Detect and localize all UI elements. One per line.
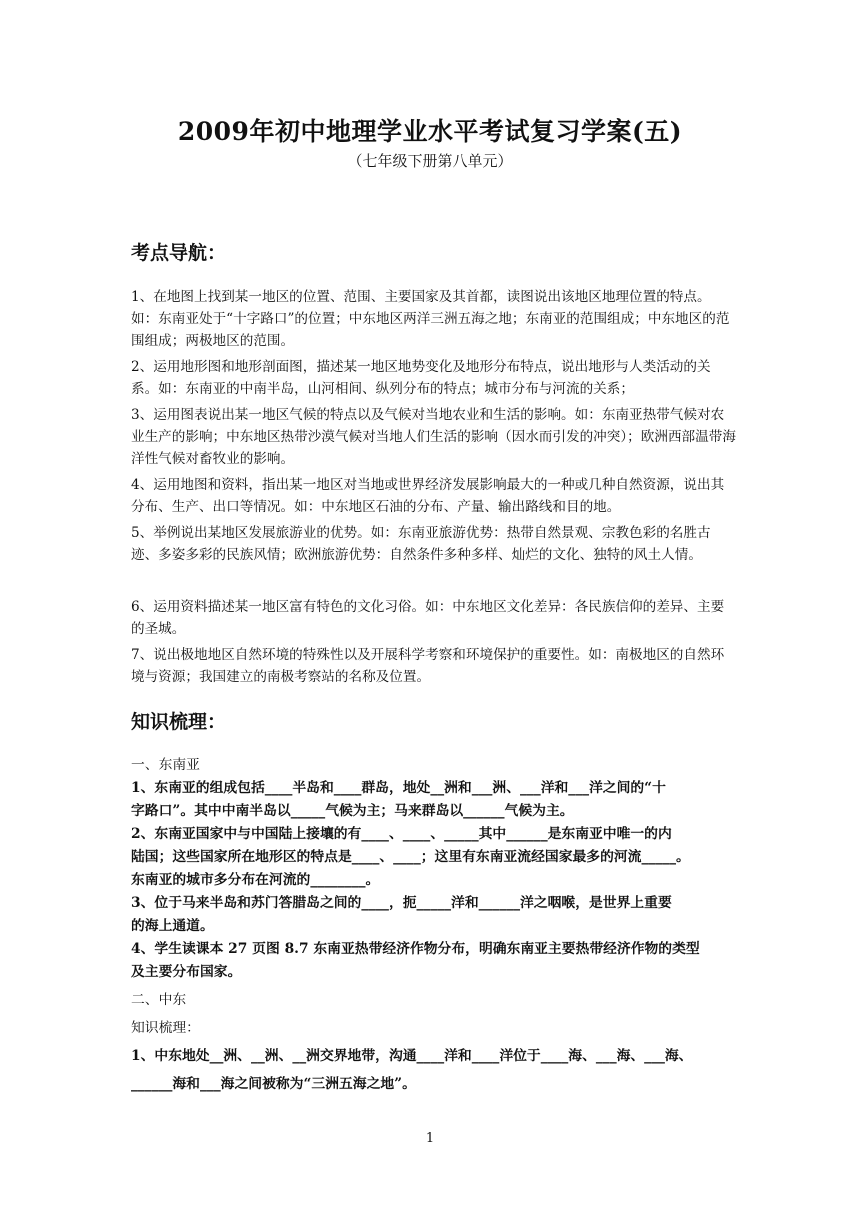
knowledge-line-1: 1、东南亚的组成包括____半岛和____群岛，地处__洲和___洲、___洋和___洋之间的“十: [131, 780, 666, 796]
knowledge-line-5: 东南亚的城市多分布在河流的________。: [131, 872, 380, 888]
section-heading-knowledge: 知识梳理：: [131, 711, 227, 733]
knowledge-line-3: 2、东南亚国家中与中国陆上接壤的有____、____、_____其中______是东南亚中唯一的内: [131, 826, 672, 842]
knowledge-line-9: 及主要分布国家。: [131, 964, 242, 980]
exam-point-4: 4、运用地图和资料，指出某一地区对当地或世界经济发展影响最大的一种或几种自然资源，说出其分布、生产、出口等情况。如：中东地区石油的分布、产量、输出路线和目的地。: [131, 477, 725, 515]
exam-point-3: 3、运用图表说出某一地区气候的特点以及气候对当地农业和生活的影响。如：东南亚热带气候对农业生产的影响；中东地区热带沙漠气候对当地人们生活的影响（因水而引发的冲突）；欧洲西部温带海洋性气候对畜牧业的影响。: [131, 407, 736, 467]
exam-point-2: 2、运用地形图和地形剖面图，描述某一地区地势变化及地形分布特点，说出地形与人类活动的关系。如：东南亚的中南半岛，山河相间、纵列分布的特点；城市分布与河流的关系；: [131, 359, 711, 397]
knowledge-line-6: 3、位于马来半岛和苏门答腊岛之间的____，扼_____洋和______洋之咽喉，是世界上重要: [131, 895, 672, 911]
page-number: 1: [425, 1131, 435, 1146]
middle-east-line-2: ______海和___海之间被称为“三洲五海之地”。: [131, 1076, 416, 1092]
exam-point-1: 1、在地图上找到某一地区的位置、范围、主要国家及其首都，读图说出该地区地理位置的特点。如：东南亚处于“十字路口”的位置；中东地区两洋三洲五海之地；东南亚的范围组成；中东地区的范围组成；两极地区的范围。: [131, 289, 730, 349]
knowledge-line-4: 陆国；这些国家所在地形区的特点是____、____；这里有东南亚流经国家最多的河流_____。: [131, 849, 690, 865]
knowledge-line-2: 字路口”。其中中南半岛以_____气候为主；马来群岛以______气候为主。: [131, 803, 574, 819]
exam-point-7: 7、说出极地地区自然环境的特殊性以及开展科学考察和环境保护的重要性。如：南极地区的自然环境与资源；我国建立的南极考察站的名称及位置。: [131, 647, 725, 685]
part-subheading: 知识梳理：: [131, 1020, 200, 1036]
exam-point-5: 5、举例说出某地区发展旅游业的优势。如：东南亚旅游优势：热带自然景观、宗教色彩的名胜古迹、多姿多彩的民族风情；欧洲旅游优势：自然条件多种多样、灿烂的文化、独特的风土人情。: [131, 525, 711, 563]
page-subtitle: （七年级下册第八单元）: [347, 152, 513, 170]
middle-east-line-1: 1、中东地处__洲、__洲、__洲交界地带，沟通____洋和____洋位于____海、___海、___海、: [131, 1048, 693, 1064]
knowledge-line-7: 的海上通道。: [131, 918, 214, 934]
page-title: 2009年初中地理学业水平考试复习学案(五): [177, 117, 683, 146]
exam-point-6: 6、运用资料描述某一地区富有特色的文化习俗。如：中东地区文化差异：各民族信仰的差异、主要的圣城。: [131, 599, 725, 637]
section-heading-exam-points: 考点导航：: [131, 242, 227, 264]
knowledge-line-8: 4、学生读课本 27 页图 8.7 东南亚热带经济作物分布，明确东南亚主要热带经济作物的类型: [131, 941, 700, 957]
part-title-middle-east: 二、中东: [131, 992, 187, 1008]
part-title-southeast-asia: 一、东南亚: [131, 757, 200, 773]
